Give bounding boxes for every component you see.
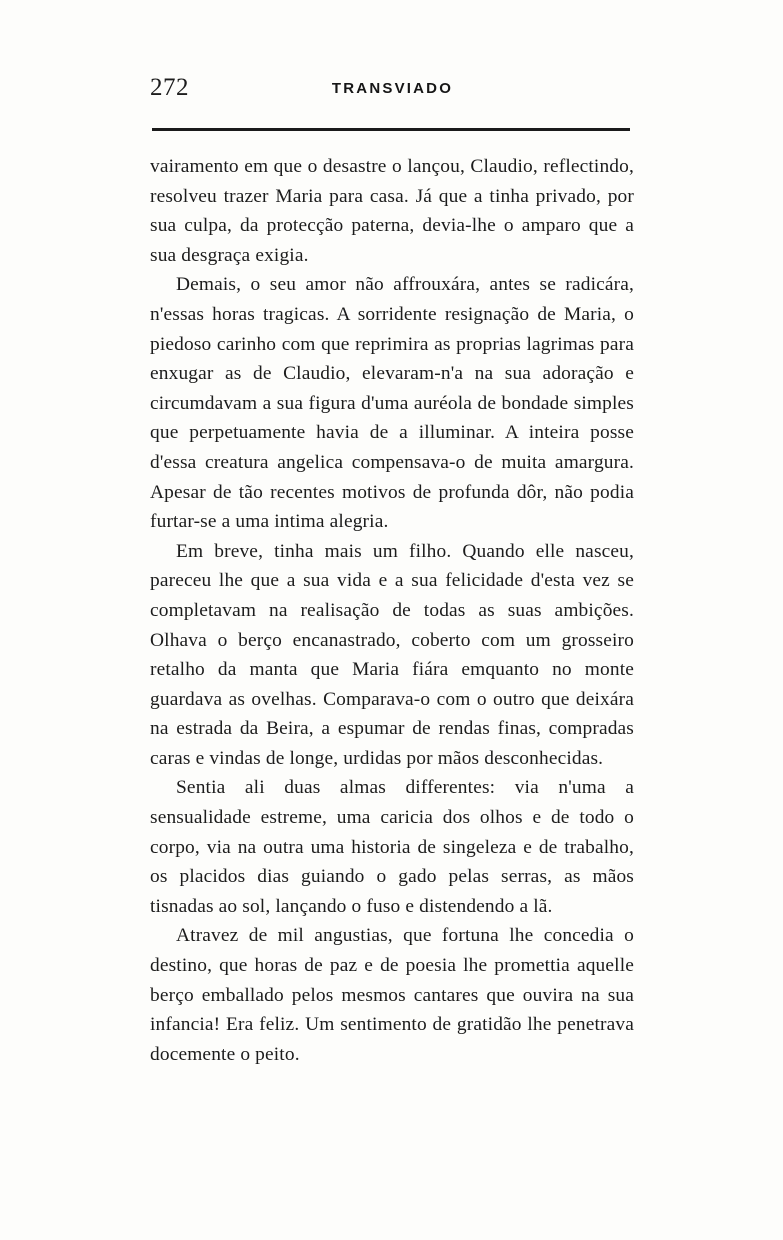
header-rule xyxy=(152,128,630,131)
page-number: 272 xyxy=(150,74,189,101)
paragraph: vairamento em que o desastre o lançou, Claudio, reflectindo, resolveu trazer Maria para casa. Já que a tinha privado, por sua culpa, da protecção paterna, devia-lhe o amparo que a sua desgraça exigia. xyxy=(150,156,634,266)
paragraph: Em breve, tinha mais um filho. Quando elle nasceu, pareceu lhe que a sua vida e a sua felicidade d'esta vez se completavam na realisação de todas as suas ambições. Olhava o berço encanastrado, coberto com um grosseiro retalho da manta que Maria fiára emquanto no monte guardava as ovelhas. Comparava-o com o outro que deixára na estrada da Beira, a espumar de rendas finas, compradas caras e vindas de longe, urdidas por mãos desconhecidas. xyxy=(150,540,634,769)
page-header xyxy=(150,74,635,108)
body-text xyxy=(150,152,634,1069)
paragraph: Sentia ali duas almas differentes: via n'uma a sensualidade estreme, uma caricia dos olhos e de todo o corpo, via na outra uma historia de singeleza e de trabalho, os placidos dias guiando o gado pelas serras, as mãos tisnadas ao sol, lançando o fuso e distendendo a lã. xyxy=(150,777,634,917)
paragraph: Demais, o seu amor não affrouxára, antes se radicára, n'essas horas tragicas. A sorridente resignação de Maria, o piedoso carinho com que reprimira as proprias lagrimas para enxugar as de Claudio, elevaram-n'a na sua adoração e circumdavam a sua figura d'uma auréola de bondade simples que perpetuamente havia de a illuminar. A inteira posse d'essa creatura angelica compensava-o de muita amargura. Apesar de tão recentes motivos de profunda dôr, não podia furtar-se a uma intima alegria. xyxy=(150,274,634,533)
paragraph: Atravez de mil angustias, que fortuna lhe concedia o destino, que horas de paz e de poesia lhe promettia aquelle berço emballado pelos mesmos cantares que ouvira na sua infancia! Era feliz. Um sentimento de gratidão lhe penetrava docemente o peito. xyxy=(150,925,634,1065)
running-head: TRANSVIADO xyxy=(331,80,454,97)
